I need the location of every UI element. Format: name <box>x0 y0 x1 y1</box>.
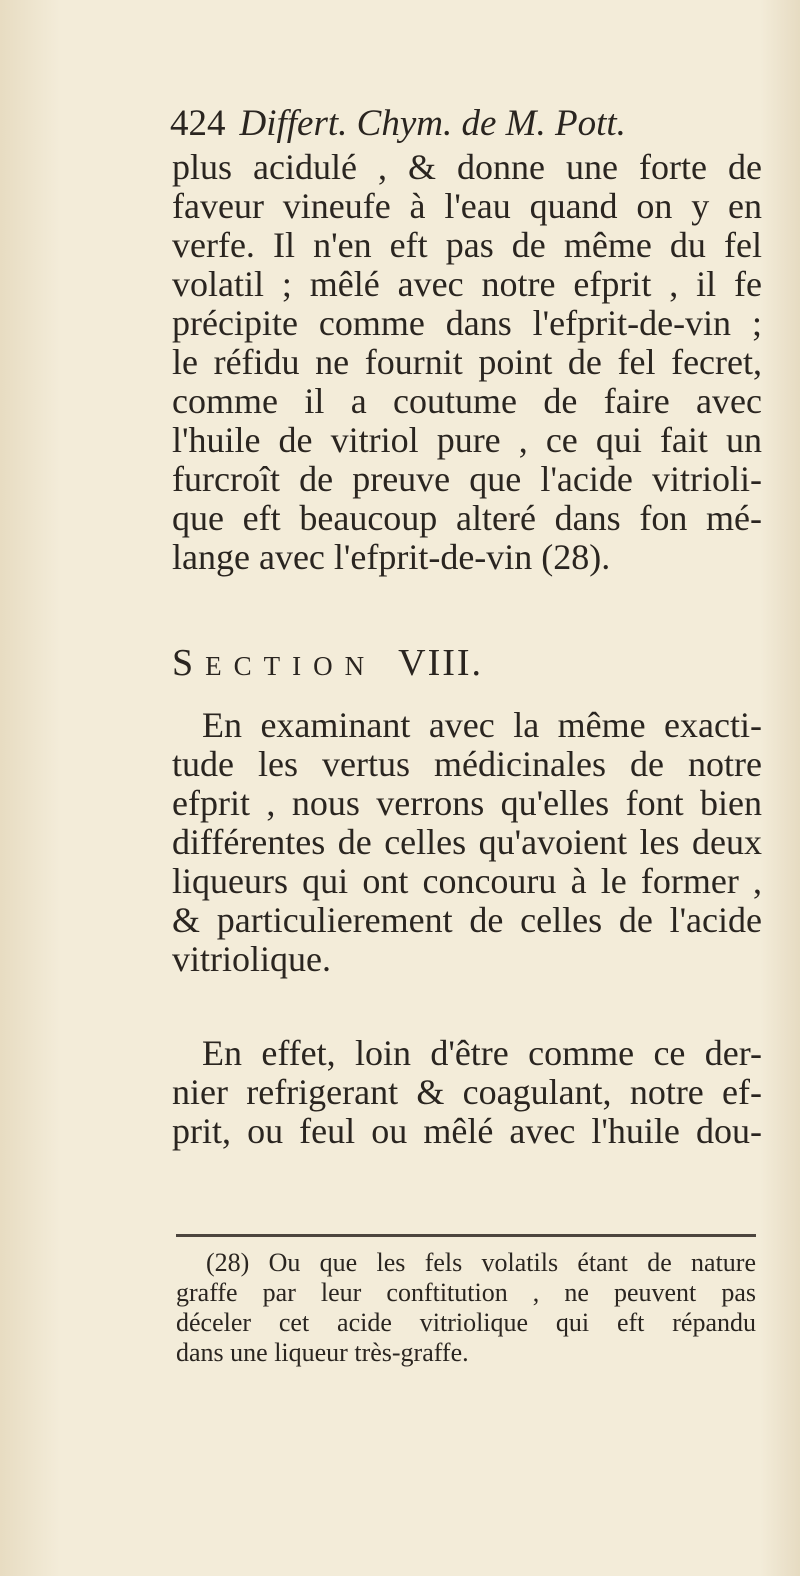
running-title: Differt. Chym. de M. Pott. <box>239 103 626 144</box>
text-line: nier refrigerant & coagulant, notre ef- <box>172 1072 762 1112</box>
paragraph-section-viii <box>172 706 762 979</box>
page-number: 424 <box>170 103 226 144</box>
text-line: le réfidu ne fournit point de fel fecret, <box>172 342 762 382</box>
footnote-line: graffe par leur conftitution , ne peuvent pas <box>176 1278 756 1307</box>
footnote-line: dans une liqueur très-graffe. <box>176 1338 469 1367</box>
text-line: faveur vineufe à l'eau quand on y en <box>172 186 762 226</box>
text-line: efprit , nous verrons qu'elles font bien <box>172 783 762 823</box>
section-heading <box>172 640 692 686</box>
text-line: comme il a coutume de faire avec <box>172 381 762 421</box>
text-line: verfe. Il n'en eft pas de même du fel <box>172 225 762 265</box>
text-line: plus acidulé , & donne une forte de <box>172 147 762 187</box>
text-line: liqueurs qui ont concouru à le former , <box>172 861 762 901</box>
text-line: lange avec l'efprit-de-vin (28). <box>172 537 611 577</box>
text-line: que eft beaucoup alteré dans fon mé- <box>172 498 762 538</box>
section-word: Section <box>172 642 377 684</box>
text-line: l'huile de vitriol pure , ce qui fait un <box>172 420 762 460</box>
footnote-divider <box>176 1234 756 1237</box>
footnote-line: (28) Ou que les fels volatils étant de nature <box>206 1248 756 1277</box>
running-header <box>170 102 626 146</box>
text-line: vitriolique. <box>172 939 331 979</box>
footnote-line: déceler cet acide vitriolique qui eft répandu <box>176 1308 756 1337</box>
section-number: VIII. <box>398 642 484 684</box>
text-line: tude les vertus médicinales de notre <box>172 744 762 784</box>
text-line: furcroît de preuve que l'acide vitrioli- <box>172 459 762 499</box>
text-line: précipite comme dans l'efprit-de-vin ; <box>172 303 762 343</box>
text-line: différentes de celles qu'avoient les deux <box>172 822 762 862</box>
text-line: & particulierement de celles de l'acide <box>172 900 762 940</box>
text-line: En examinant avec la même exacti- <box>202 705 762 745</box>
text-line: En effet, loin d'être comme ce der- <box>202 1033 762 1073</box>
paragraph-continued <box>172 148 762 577</box>
footnote <box>176 1248 756 1368</box>
text-line: volatil ; mêlé avec notre efprit , il fe <box>172 264 762 304</box>
paragraph-en-effet <box>172 1034 762 1151</box>
text-line: prit, ou feul ou mêlé avec l'huile dou- <box>172 1111 762 1151</box>
